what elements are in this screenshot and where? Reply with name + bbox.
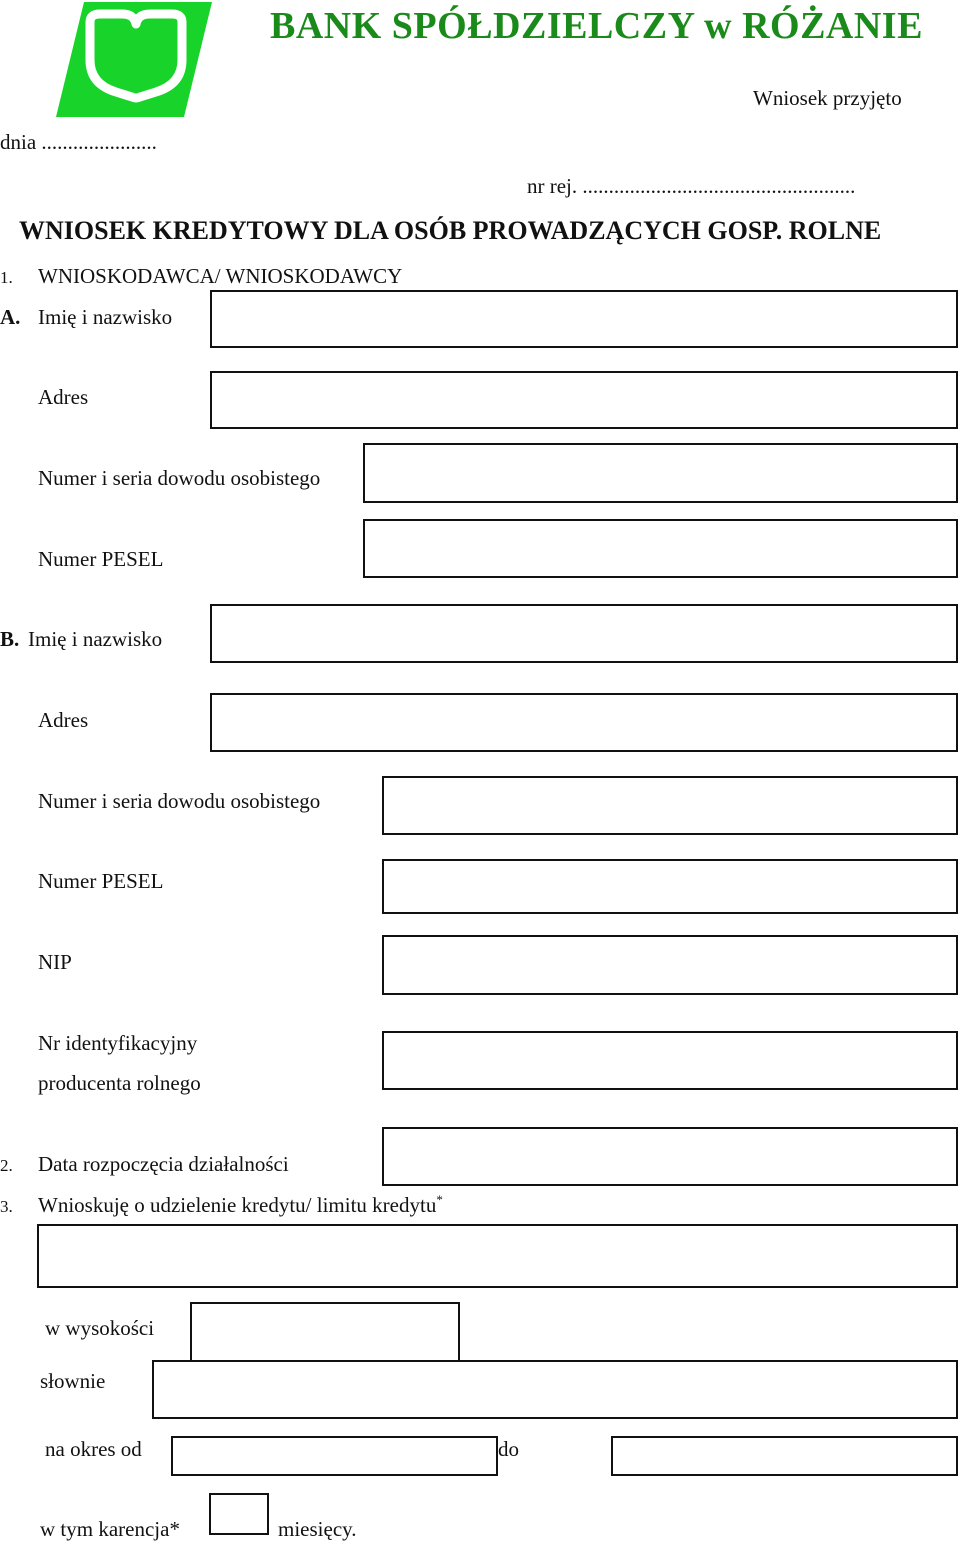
credit-type-field[interactable] (37, 1224, 958, 1288)
applicant-a-name-label: Imię i nazwisko (38, 305, 173, 329)
section-1-heading: WNIOSKODAWCA/ WNIOSKODAWCY (38, 264, 403, 288)
amount-label: w wysokości (45, 1316, 155, 1340)
grace-period-label: w tym karencja* (40, 1517, 180, 1541)
start-date-label: Data rozpoczęcia działalności (38, 1152, 289, 1176)
section-2-number: 2. (0, 1156, 13, 1175)
bank-logo (56, 2, 212, 117)
period-to-field[interactable] (611, 1436, 958, 1476)
applicant-b-address-label: Adres (38, 708, 89, 732)
applicant-a-id-label: Numer i seria dowodu osobistego (38, 466, 321, 490)
nip-label: NIP (38, 950, 72, 974)
section-1-number: 1. (0, 268, 13, 287)
credit-request-label (38, 1192, 443, 1218)
producer-id-field[interactable] (382, 1031, 958, 1090)
applicant-a-name-field[interactable] (210, 290, 958, 348)
amount-words-label: słownie (40, 1369, 106, 1393)
applicant-b-id-label: Numer i seria dowodu osobistego (38, 789, 321, 813)
grace-period-field[interactable] (209, 1493, 269, 1535)
received-label: Wniosek przyjęto (753, 86, 902, 110)
applicant-b-name-label: Imię i nazwisko (28, 627, 163, 651)
credit-request-text: Wnioskuję o udzielenie kredytu/ limitu kredytu (38, 1193, 437, 1217)
applicant-a-address-label: Adres (38, 385, 89, 409)
applicant-b-name-field[interactable] (210, 604, 958, 663)
amount-field[interactable] (190, 1302, 460, 1362)
applicant-b-marker: B. (0, 627, 20, 651)
period-from-field[interactable] (171, 1436, 498, 1476)
applicant-b-pesel-label: Numer PESEL (38, 869, 164, 893)
start-date-field[interactable] (382, 1127, 958, 1186)
applicant-b-address-field[interactable] (210, 693, 958, 752)
applicant-a-pesel-label: Numer PESEL (38, 547, 164, 571)
applicant-a-id-field[interactable] (363, 443, 958, 503)
bank-name: BANK SPÓŁDZIELCZY w RÓŻANIE (270, 5, 923, 47)
period-to-label: do (498, 1437, 519, 1461)
applicant-a-pesel-field[interactable] (363, 519, 958, 578)
nip-field[interactable] (382, 935, 958, 995)
applicant-a-marker: A. (0, 305, 21, 329)
section-3-number: 3. (0, 1197, 13, 1216)
period-from-label: na okres od (45, 1437, 142, 1461)
registration-number: nr rej. .................................................... (527, 174, 856, 198)
applicant-b-id-field[interactable] (382, 776, 958, 835)
applicant-a-address-field[interactable] (210, 371, 958, 429)
footnote-mark: * (436, 1192, 443, 1207)
months-label: miesięcy. (278, 1517, 357, 1541)
date-field: dnia ...................... (0, 130, 157, 154)
producer-id-label-line1: Nr identyfikacyjny (38, 1031, 198, 1055)
applicant-b-pesel-field[interactable] (382, 859, 958, 914)
form-title: WNIOSEK KREDYTOWY DLA OSÓB PROWADZĄCYCH GOSP. ROLNE (19, 216, 882, 245)
amount-words-field[interactable] (152, 1360, 958, 1419)
producer-id-label-line2: producenta rolnego (38, 1071, 201, 1095)
